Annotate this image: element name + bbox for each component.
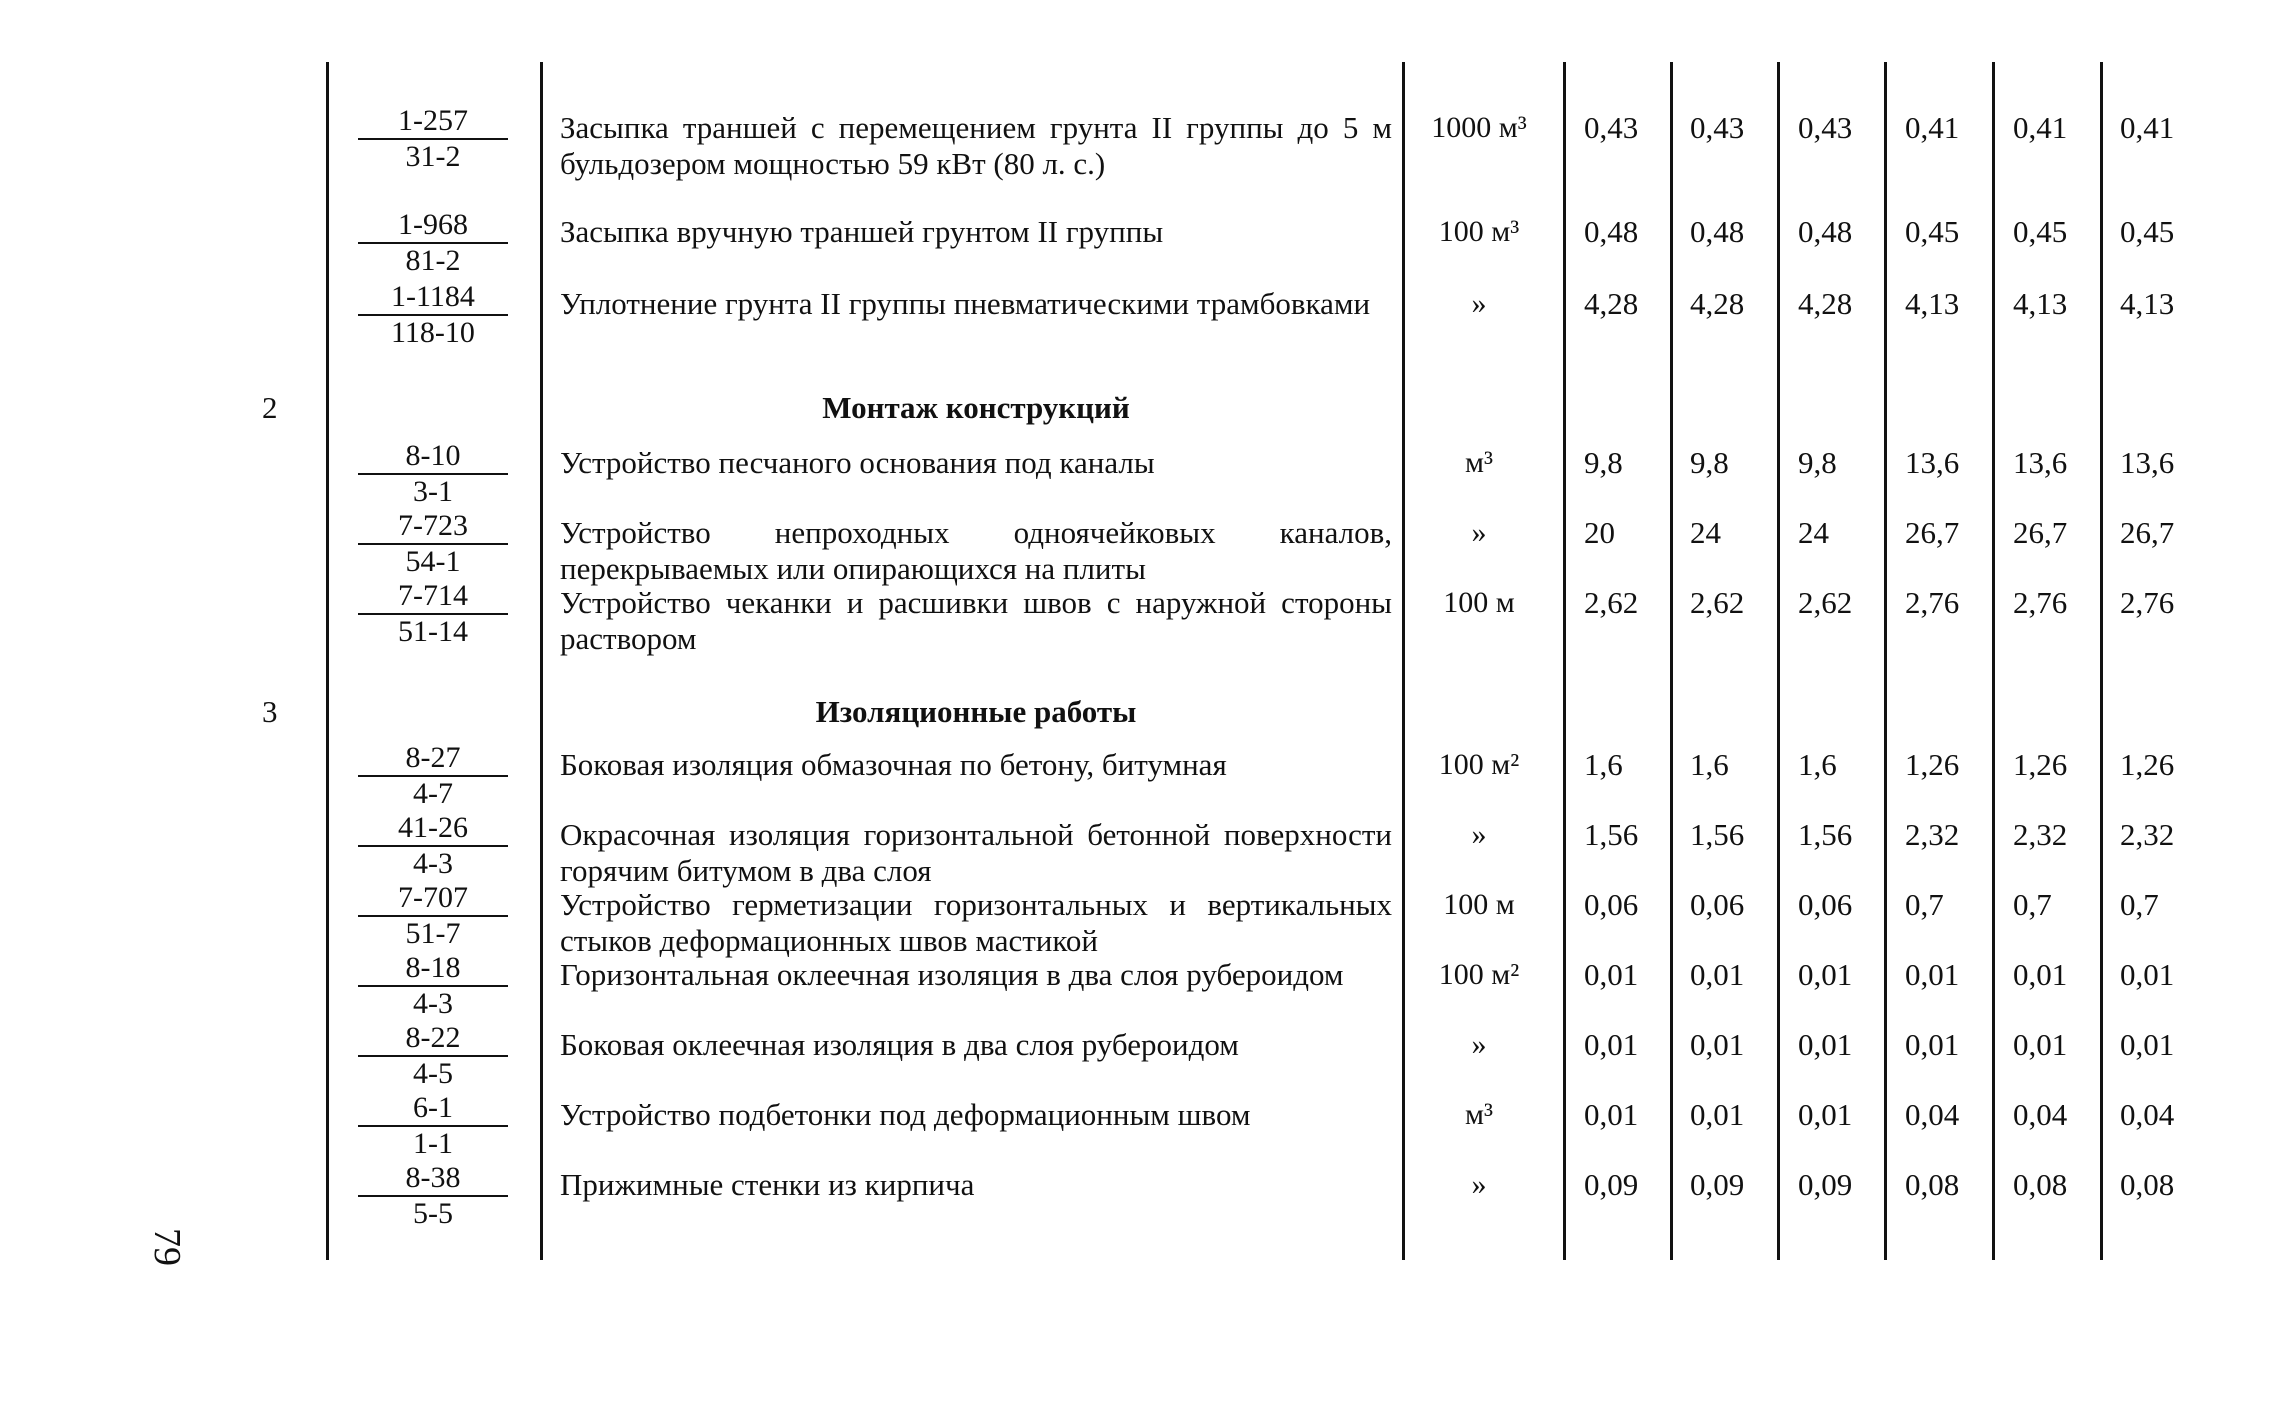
value-cell: 0,01 [1798, 957, 1853, 992]
value-cell: 4,13 [2013, 286, 2068, 321]
column-rule [540, 62, 543, 1260]
value-cell: 24 [1798, 515, 1829, 550]
value-cell: 0,01 [1798, 1027, 1853, 1062]
section-number: 2 [262, 390, 278, 425]
section-title: Монтаж конструкций [822, 390, 1130, 425]
value-cell: 2,62 [1798, 585, 1853, 620]
unit-of-measure: 100 м² [1438, 748, 1520, 781]
column-rule [326, 62, 329, 1260]
value-cell: 1,6 [1584, 747, 1623, 782]
work-description: Устройство чеканки и расшивки швов с наружной стороны раствором [560, 585, 1392, 656]
value-cell: 0,45 [2013, 214, 2068, 249]
value-cell: 0,01 [1690, 957, 1745, 992]
unit-of-measure: » [1471, 1168, 1487, 1201]
norm-code [358, 208, 508, 278]
column-rule [2100, 62, 2103, 1260]
work-description: Окрасочная изоляция горизонтальной бетонной поверхности горячим битумом в два слоя [560, 817, 1392, 888]
value-cell: 0,08 [2013, 1167, 2068, 1202]
unit-of-measure: 100 м [1443, 888, 1515, 921]
norm-code-denominator: 31-2 [405, 140, 461, 173]
column-rule [1670, 62, 1673, 1260]
value-cell: 0,41 [2120, 110, 2175, 145]
value-cell: 2,76 [2013, 585, 2068, 620]
value-cell: 0,7 [2120, 887, 2159, 922]
norm-code-denominator: 4-7 [413, 777, 453, 810]
value-cell: 0,09 [1584, 1167, 1639, 1202]
value-cell: 0,01 [2013, 1027, 2068, 1062]
norm-code-denominator: 51-7 [405, 917, 461, 950]
norm-code-numerator: 1-968 [358, 208, 508, 244]
column-rule [1884, 62, 1887, 1260]
norm-code-numerator: 8-27 [358, 741, 508, 777]
work-description: Засыпка вручную траншей грунтом II группы [560, 214, 1164, 249]
value-cell: 4,13 [1905, 286, 1960, 321]
unit-of-measure: 100 м³ [1438, 215, 1520, 248]
norm-code-denominator: 5-5 [413, 1197, 453, 1230]
value-cell: 1,26 [2013, 747, 2068, 782]
value-cell: 2,62 [1584, 585, 1639, 620]
norm-code-numerator: 1-1184 [358, 280, 508, 316]
norm-code-denominator: 51-14 [398, 615, 468, 648]
value-cell: 0,09 [1690, 1167, 1745, 1202]
unit-of-measure: » [1471, 287, 1487, 320]
norm-code [358, 509, 508, 579]
value-cell: 0,43 [1584, 110, 1639, 145]
norm-code-numerator: 8-38 [358, 1161, 508, 1197]
norm-code-denominator: 81-2 [405, 244, 461, 277]
value-cell: 2,76 [2120, 585, 2175, 620]
norm-code-denominator: 118-10 [391, 316, 475, 349]
value-cell: 13,6 [1905, 445, 1960, 480]
unit-of-measure: м³ [1465, 1098, 1493, 1131]
value-cell: 0,7 [2013, 887, 2052, 922]
value-cell: 13,6 [2120, 445, 2175, 480]
value-cell: 2,32 [2120, 817, 2175, 852]
norm-code [358, 1161, 508, 1231]
value-cell: 0,48 [1690, 214, 1745, 249]
work-description: Горизонтальная оклеечная изоляция в два слоя рубероидом [560, 957, 1344, 992]
column-rule [1992, 62, 1995, 1260]
value-cell: 0,01 [1905, 1027, 1960, 1062]
value-cell: 0,06 [1690, 887, 1745, 922]
value-cell: 1,56 [1584, 817, 1639, 852]
value-cell: 1,6 [1798, 747, 1837, 782]
unit-of-measure: » [1471, 516, 1487, 549]
value-cell: 9,8 [1584, 445, 1623, 480]
norm-code [358, 881, 508, 951]
value-cell: 0,41 [1905, 110, 1960, 145]
value-cell: 1,56 [1690, 817, 1745, 852]
value-cell: 1,26 [1905, 747, 1960, 782]
work-description: Прижимные стенки из кирпича [560, 1167, 975, 1202]
value-cell: 0,01 [1584, 1097, 1639, 1132]
norm-code-denominator: 1-1 [413, 1127, 453, 1160]
value-cell: 0,04 [1905, 1097, 1960, 1132]
norm-code-numerator: 8-18 [358, 951, 508, 987]
norm-code [358, 951, 508, 1021]
norm-code-numerator: 7-723 [358, 509, 508, 545]
value-cell: 24 [1690, 515, 1721, 550]
value-cell: 4,28 [1798, 286, 1853, 321]
page-number: 79 [146, 1228, 188, 1266]
value-cell: 13,6 [2013, 445, 2068, 480]
norm-code [358, 104, 508, 174]
norm-code-numerator: 8-22 [358, 1021, 508, 1057]
value-cell: 0,08 [1905, 1167, 1960, 1202]
value-cell: 0,48 [1798, 214, 1853, 249]
norm-code-denominator: 4-3 [413, 847, 453, 880]
norm-code-numerator: 1-257 [358, 104, 508, 140]
value-cell: 0,43 [1798, 110, 1853, 145]
value-cell: 0,48 [1584, 214, 1639, 249]
value-cell: 0,45 [2120, 214, 2175, 249]
norm-code [358, 811, 508, 881]
norm-code-numerator: 7-707 [358, 881, 508, 917]
value-cell: 0,01 [1584, 957, 1639, 992]
unit-of-measure: 100 м [1443, 586, 1515, 619]
value-cell: 0,08 [2120, 1167, 2175, 1202]
norm-code [358, 1091, 508, 1161]
value-cell: 0,09 [1798, 1167, 1853, 1202]
value-cell: 2,32 [1905, 817, 1960, 852]
norm-code-numerator: 8-10 [358, 439, 508, 475]
value-cell: 0,45 [1905, 214, 1960, 249]
work-description: Устройство подбетонки под деформационным швом [560, 1097, 1251, 1132]
norm-code [358, 439, 508, 509]
work-description: Боковая изоляция обмазочная по бетону, битумная [560, 747, 1227, 782]
value-cell: 0,41 [2013, 110, 2068, 145]
norm-code [358, 579, 508, 649]
value-cell: 26,7 [1905, 515, 1960, 550]
value-cell: 0,01 [1584, 1027, 1639, 1062]
value-cell: 0,01 [2120, 957, 2175, 992]
norm-code-denominator: 4-5 [413, 1057, 453, 1090]
unit-of-measure: 100 м² [1438, 958, 1520, 991]
value-cell: 2,62 [1690, 585, 1745, 620]
norm-code-denominator: 54-1 [405, 545, 461, 578]
norm-code-numerator: 7-714 [358, 579, 508, 615]
value-cell: 2,32 [2013, 817, 2068, 852]
section-number: 3 [262, 694, 278, 729]
value-cell: 0,01 [1690, 1097, 1745, 1132]
work-description: Устройство герметизации горизонтальных и вертикальных стыков деформационных швов мастикой [560, 887, 1392, 958]
value-cell: 0,01 [1690, 1027, 1745, 1062]
norm-code [358, 280, 508, 350]
unit-of-measure: » [1471, 818, 1487, 851]
value-cell: 9,8 [1798, 445, 1837, 480]
unit-of-measure: м³ [1465, 446, 1493, 479]
value-cell: 0,01 [2120, 1027, 2175, 1062]
value-cell: 0,06 [1798, 887, 1853, 922]
work-description: Боковая оклеечная изоляция в два слоя рубероидом [560, 1027, 1239, 1062]
norm-code-denominator: 3-1 [413, 475, 453, 508]
value-cell: 0,04 [2120, 1097, 2175, 1132]
value-cell: 0,7 [1905, 887, 1944, 922]
norm-code-numerator: 6-1 [358, 1091, 508, 1127]
value-cell: 20 [1584, 515, 1615, 550]
norm-code [358, 741, 508, 811]
value-cell: 26,7 [2013, 515, 2068, 550]
work-description: Устройство песчаного основания под каналы [560, 445, 1155, 480]
section-title: Изоляционные работы [815, 694, 1137, 729]
value-cell: 0,04 [2013, 1097, 2068, 1132]
value-cell: 1,56 [1798, 817, 1853, 852]
unit-of-measure: » [1471, 1028, 1487, 1061]
norm-code [358, 1021, 508, 1091]
value-cell: 4,13 [2120, 286, 2175, 321]
value-cell: 0,01 [2013, 957, 2068, 992]
value-cell: 0,06 [1584, 887, 1639, 922]
value-cell: 1,26 [2120, 747, 2175, 782]
work-description: Засыпка траншей с перемещением грунта II группы до 5 м бульдозером мощностью 59 кВт (80 л. с.) [560, 110, 1392, 181]
value-cell: 4,28 [1690, 286, 1745, 321]
value-cell: 1,6 [1690, 747, 1729, 782]
value-cell: 4,28 [1584, 286, 1639, 321]
unit-of-measure: 1000 м³ [1431, 111, 1527, 144]
value-cell: 9,8 [1690, 445, 1729, 480]
value-cell: 0,01 [1905, 957, 1960, 992]
value-cell: 2,76 [1905, 585, 1960, 620]
column-rule [1777, 62, 1780, 1260]
value-cell: 26,7 [2120, 515, 2175, 550]
value-cell: 0,01 [1798, 1097, 1853, 1132]
work-description: Устройство непроходных одноячейковых каналов, перекрываемых или опирающихся на плиты [560, 515, 1392, 586]
column-rule [1563, 62, 1566, 1260]
value-cell: 0,43 [1690, 110, 1745, 145]
norm-code-denominator: 4-3 [413, 987, 453, 1020]
work-description: Уплотнение грунта II группы пневматическими трамбовками [560, 286, 1371, 321]
norm-code-numerator: 41-26 [358, 811, 508, 847]
